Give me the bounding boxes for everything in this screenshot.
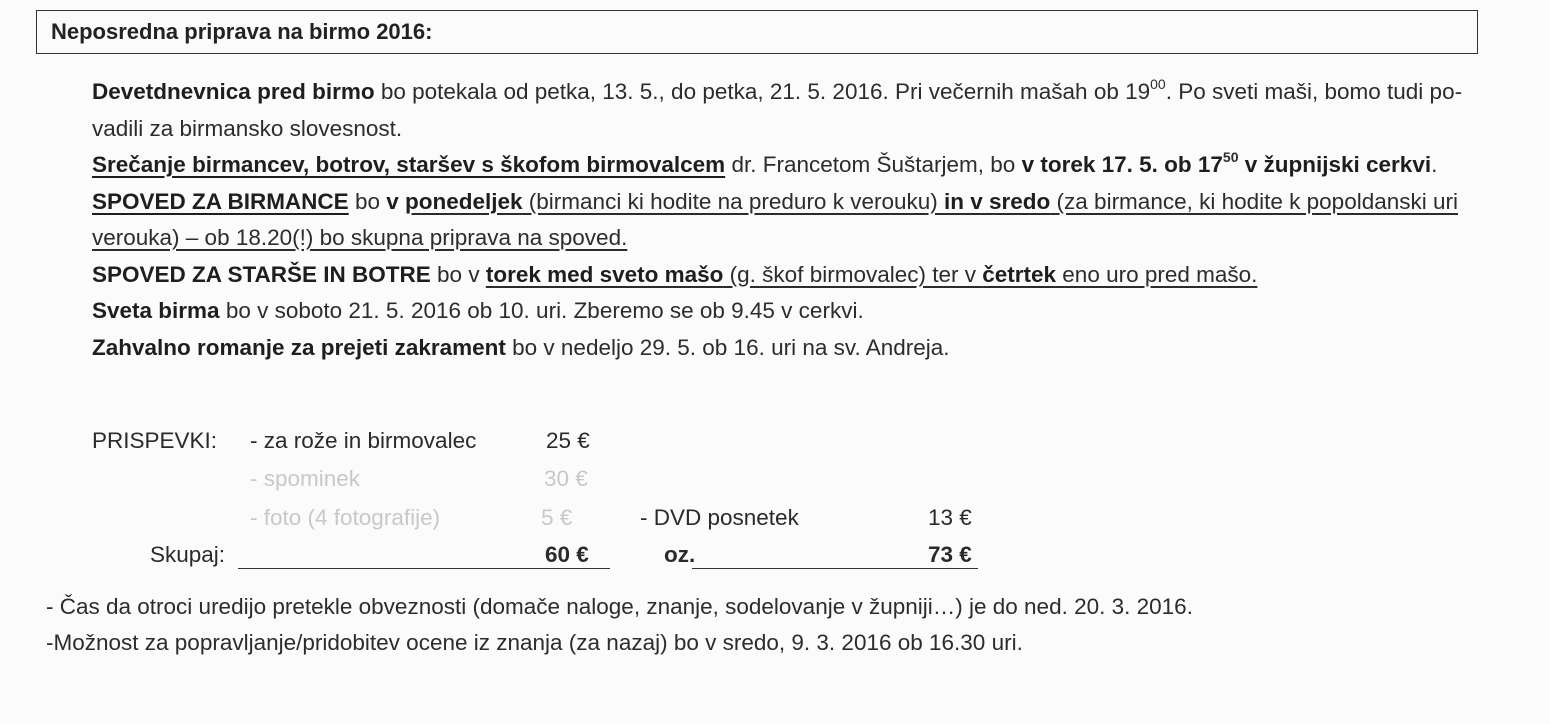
fee-item-name: - foto (4 fotografije) [250, 505, 441, 530]
fee-item-amount: 30 € [544, 466, 588, 491]
header-box [36, 10, 1478, 54]
confession-parents-thursday: četrtek [982, 261, 1057, 287]
confession-candidates-heading: SPOVED ZA BIRMANCE [92, 188, 349, 214]
meeting-heading: Srečanje birmancev, botrov, staršev s škofom birmovalcem [92, 152, 726, 177]
total-amount: 60 € [545, 542, 589, 567]
fee-item-name: - za rože in birmovalec [250, 428, 477, 453]
footer-note: -Možnost za popravljanje/pridobitev ocene iz znanja (za nazaj) bo v sredo, 9. 3. 2016 ob 16.30 uri. [46, 630, 1023, 655]
meeting-text: dr. Francetom Šuštarjem, bo [725, 152, 1022, 177]
fee-item-name: - spominek [250, 466, 361, 491]
confession-parents-heading: SPOVED ZA STARŠE IN BOTRE [92, 261, 431, 287]
confession-parents-text-3: eno uro pred mašo. [1056, 261, 1258, 287]
alternative-amount: 73 € [928, 542, 972, 567]
pilgrimage-text: bo v nedeljo 29. 5. ob 16. uri na sv. Andreja. [505, 334, 950, 360]
confirmation-heading: Sveta birma [92, 298, 220, 323]
meeting-end: . [1431, 152, 1438, 177]
paragraph-novena [92, 74, 1482, 147]
pilgrimage-heading: Zahvalno romanje za prejeti zakrament [92, 334, 506, 360]
alternative-label: oz. [664, 542, 696, 567]
fee-item-amount: 5 € [541, 505, 573, 530]
novena-text-end: . Po sveti maši, bomo tudi po-vadili za birmansko slovesnost. [92, 79, 1463, 141]
meeting-time-superscript: 50 [1222, 148, 1239, 165]
fees-label: PRISPEVKI: [92, 428, 218, 453]
dvd-item-name: - DVD posnetek [640, 505, 799, 530]
alternative-underline [692, 568, 978, 569]
fee-item-amount: 25 € [546, 428, 590, 453]
confession-text-3: (birmanci ki hodite na preduro k verouku) [522, 188, 944, 214]
confession-parents-text-1: bo v [430, 261, 486, 287]
paragraph-confession-parents [92, 257, 1482, 294]
confession-text-1: bo [348, 188, 387, 214]
total-label: Skupaj: [150, 542, 226, 567]
dvd-item-amount: 13 € [928, 505, 972, 530]
meeting-date: v torek 17. 5. ob 17 [1021, 152, 1223, 177]
confession-parents-text-2: (g. škof birmovalec) ter v [723, 261, 983, 287]
announcement-body [92, 74, 1482, 366]
confession-monday: ponedeljek [405, 188, 523, 214]
meeting-place: v župnijski cerkvi [1238, 152, 1432, 177]
paragraph-meeting [92, 147, 1482, 184]
confirmation-text: bo v soboto 21. 5. 2016 ob 10. uri. Zberemo se ob 9.45 v cerkvi. [219, 298, 864, 323]
confession-bold-1: v [386, 188, 399, 214]
novena-text: bo potekala od petka, 13. 5., do petka, 21. 5. 2016. Pri večernih mašah ob 19 [374, 79, 1151, 104]
confession-parents-tuesday: torek med sveto mašo [485, 261, 724, 287]
paragraph-pilgrimage [92, 330, 1482, 367]
page-title: Neposredna priprava na birmo 2016: [51, 19, 433, 44]
novena-time-superscript: 00 [1150, 75, 1166, 92]
paragraph-confession-candidates [92, 184, 1482, 257]
footer-note: - Čas da otroci uredijo pretekle obveznosti (domače naloge, znanje, sodelovanje v župniji…) je do ned. 20. 3. 2016. [46, 594, 1193, 619]
paragraph-confirmation [92, 293, 1482, 330]
novena-heading: Devetdnevnica pred birmo [92, 79, 375, 104]
total-underline [238, 568, 610, 569]
confession-text-4: (za birmance, ki hodite k popoldanski uri verouka) – ob 18.20(!) bo skupna priprava na spoved. [92, 188, 1458, 250]
confession-wednesday: in v sredo [944, 188, 1051, 214]
